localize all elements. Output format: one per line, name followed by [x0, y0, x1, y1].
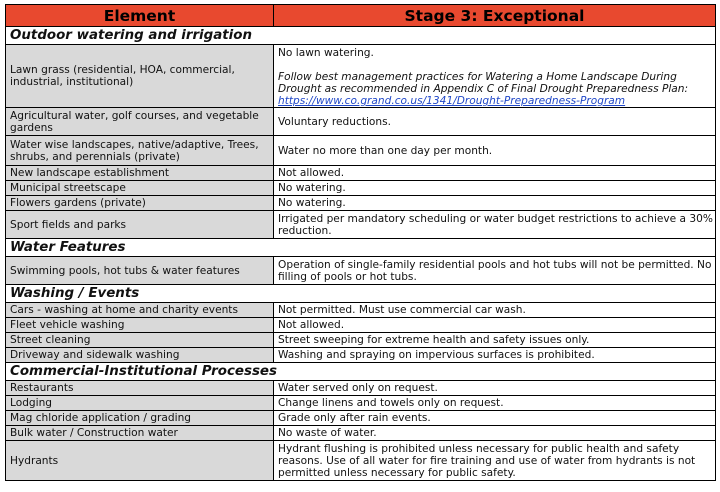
stage-cell: No watering. — [274, 181, 716, 196]
element-cell: Sport fields and parks — [6, 211, 274, 239]
table-row — [6, 396, 716, 411]
element-cell: Flowers gardens (private) — [6, 196, 274, 211]
stage-cell: Change linens and towels only on request. — [274, 396, 716, 411]
element-cell: Municipal streetscape — [6, 181, 274, 196]
element-cell: Restaurants — [6, 381, 274, 396]
stage-cell: Water no more than one day per month. — [274, 136, 716, 166]
element-cell: Agricultural water, golf courses, and vegetable gardens — [6, 108, 274, 136]
stage-cell — [274, 45, 716, 108]
section-row — [6, 285, 716, 303]
table-row — [6, 411, 716, 426]
stage-text: No lawn watering. — [278, 47, 374, 59]
element-cell: Street cleaning — [6, 333, 274, 348]
table-row — [6, 348, 716, 363]
element-cell: Fleet vehicle washing — [6, 318, 274, 333]
section-row — [6, 27, 716, 45]
element-cell: Hydrants — [6, 441, 274, 481]
header-element: Element — [6, 5, 274, 27]
table-row — [6, 136, 716, 166]
section-title: Washing / Events — [6, 285, 716, 303]
stage-cell: Irrigated per mandatory scheduling or water budget restrictions to achieve a 30% reduction. — [274, 211, 716, 239]
stage-cell: Voluntary reductions. — [274, 108, 716, 136]
element-cell: Cars - washing at home and charity events — [6, 303, 274, 318]
table-row — [6, 318, 716, 333]
header-row — [6, 5, 716, 27]
header-stage: Stage 3: Exceptional — [274, 5, 716, 27]
drought-restrictions-table-container — [5, 4, 715, 481]
stage-cell: Not permitted. Must use commercial car wash. — [274, 303, 716, 318]
table-row — [6, 181, 716, 196]
stage-cell: No waste of water. — [274, 426, 716, 441]
section-title: Outdoor watering and irrigation — [6, 27, 716, 45]
stage-cell: Not allowed. — [274, 318, 716, 333]
element-cell: New landscape establishment — [6, 166, 274, 181]
element-cell: Lodging — [6, 396, 274, 411]
stage-note: Follow best management practices for Watering a Home Landscape During Drought as recommended in Appendix C of Final Drought Preparedness Plan: — [278, 71, 689, 95]
table-row — [6, 257, 716, 285]
table-row — [6, 108, 716, 136]
drought-plan-link[interactable]: https://www.co.grand.co.us/1341/Drought-Preparedness-Program — [278, 95, 626, 107]
stage-cell: Grade only after rain events. — [274, 411, 716, 426]
table-row — [6, 196, 716, 211]
stage-cell: Washing and spraying on impervious surfaces is prohibited. — [274, 348, 716, 363]
table-row — [6, 441, 716, 481]
table-row — [6, 45, 716, 108]
stage-cell: Hydrant flushing is prohibited unless necessary for public health and safety reasons. Use of all water for fire training and use of water from hydrants is not permitted unless necessary for public safety. — [274, 441, 716, 481]
stage-cell: Water served only on request. — [274, 381, 716, 396]
table-row — [6, 426, 716, 441]
section-title: Water Features — [6, 239, 716, 257]
table-row — [6, 333, 716, 348]
element-cell: Mag chloride application / grading — [6, 411, 274, 426]
table-row — [6, 303, 716, 318]
section-row — [6, 363, 716, 381]
element-cell: Bulk water / Construction water — [6, 426, 274, 441]
section-title: Commercial-Institutional Processes — [6, 363, 716, 381]
element-cell: Swimming pools, hot tubs & water features — [6, 257, 274, 285]
stage-cell: Not allowed. — [274, 166, 716, 181]
element-cell: Driveway and sidewalk washing — [6, 348, 274, 363]
table-row — [6, 381, 716, 396]
stage-cell: Operation of single-family residential pools and hot tubs will not be permitted. No filling of pools or hot tubs. — [274, 257, 716, 285]
stage-cell: No watering. — [274, 196, 716, 211]
stage-cell: Street sweeping for extreme health and safety issues only. — [274, 333, 716, 348]
drought-restrictions-table — [5, 4, 716, 481]
element-cell: Water wise landscapes, native/adaptive, Trees, shrubs, and perennials (private) — [6, 136, 274, 166]
section-row — [6, 239, 716, 257]
table-row — [6, 211, 716, 239]
table-row — [6, 166, 716, 181]
element-cell: Lawn grass (residential, HOA, commercial, industrial, institutional) — [6, 45, 274, 108]
